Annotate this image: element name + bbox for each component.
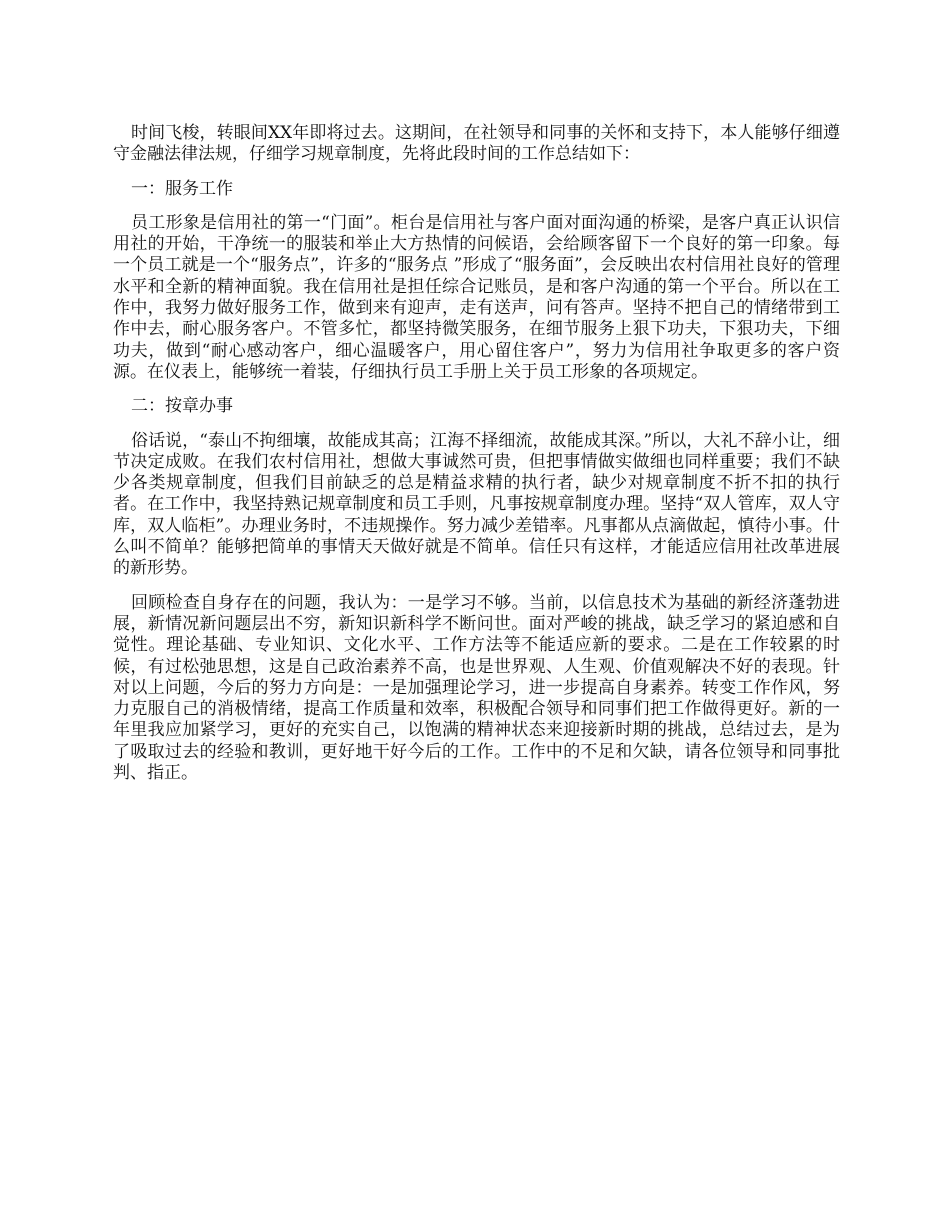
section-heading-service: 一：服务工作 xyxy=(131,178,233,199)
service-paragraph: 员工形象是信用社的第一“门面”。柜台是信用社与客户面对面沟通的桥梁，是客户真正认识信用社的开始，干净统一的服装和举止大方热情的问候语，会给顾客留下一个良好的第一印象。每一个员工就是一个“服务点”，许多的“服务点 ”形成了“服务面”，会反映出农村信用社良好的管理水平和全新的精神面貌。我在信用社是担任综合记账员，是和客户沟通的第一个平台。所以在工作中，我努力做好服务工作，做到来有迎声，走有送声，问有答声。坚持不把自己的情绪带到工作中去，耐心服务客户。不管多忙，都坚持微笑服务，在细节服务上狠下功夫，下狠功夫，下细功夫，做到“耐心感动客户，细心温暖客户，用心留住客户”，努力为信用社争取更多的客户资源。在仪表上，能够统一着装，仔细执行员工手册上关于员工形象的各项规定。 xyxy=(113,212,840,382)
rules-paragraph: 俗话说，“泰山不拘细壤，故能成其高；江海不择细流，故能成其深。”所以，大礼不辞小让，细节决定成败。在我们农村信用社，想做大事诚然可贵，但把事情做实做细也同样重要；我们不缺少各类规章制度，但我们目前缺乏的总是精益求精的执行者，缺少对规章制度不折不扣的执行者。在工作中，我坚持熟记规章制度和员工手则，凡事按规章制度办理。坚持“双人管库，双人守库，双人临柜”。办理业务时，不违规操作。努力减少差错率。凡事都从点滴做起，慎待小事。什么叫不简单？能够把简单的事情天天做好就是不简单。信任只有这样，才能适应信用社改革进展的新形势。 xyxy=(113,430,840,579)
document-body xyxy=(113,123,840,797)
intro-paragraph: 时间飞梭，转眼间XX年即将过去。这期间，在社领导和同事的关怀和支持下，本人能够仔细遵守金融法律法规，仔细学习规章制度，先将此段时间的工作总结如下： xyxy=(113,123,840,165)
section-heading-rules: 二：按章办事 xyxy=(131,396,233,417)
review-paragraph: 回顾检查自身存在的问题，我认为：一是学习不够。当前，以信息技术为基础的新经济蓬勃进展，新情况新问题层出不穷，新知识新科学不断问世。面对严峻的挑战，缺乏学习的紧迫感和自觉性。理论基础、专业知识、文化水平、工作方法等不能适应新的要求。二是在工作较累的时候，有过松弛思想，这是自己政治素养不高，也是世界观、人生观、价值观解决不好的表现。针对以上问题，今后的努力方向是：一是加强理论学习，进一步提高自身素养。转变工作作风，努力克服自己的消极情绪，提高工作质量和效率，积极配合领导和同事们把工作做得更好。新的一年里我应加紧学习，更好的充实自己，以饱满的精神状态来迎接新时期的挑战，总结过去，是为了吸取过去的经验和教训，更好地干好今后的工作。工作中的不足和欠缺，请各位领导和同事批判、指正。 xyxy=(113,592,840,784)
